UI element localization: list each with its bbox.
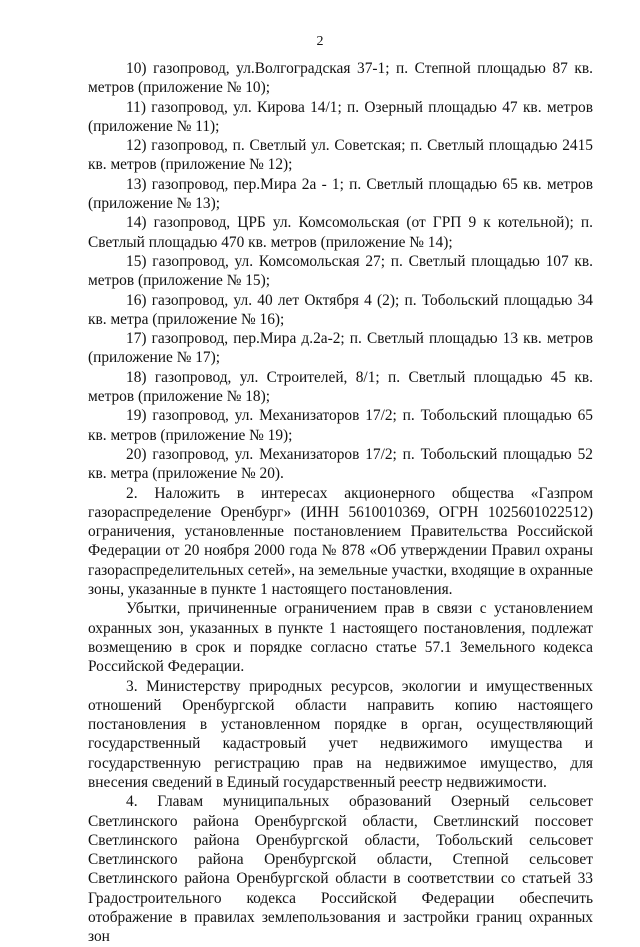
clause-3: 3. Министерству природных ресурсов, экологии и имущественных отношений Оренбургской области направить копию настоящего постановления в установленном порядке в орган, осуществляющий государственный кадастровый учет недвижимого имущества и государственную регистрацию прав на недвижимое имущество, для внесения сведений в Единый государственный реестр недвижимости. — [88, 677, 593, 791]
list-item-13: 13) газопровод, пер.Мира 2а - 1; п. Светлый площадью 65 кв. метров (приложение № 13); — [88, 175, 593, 213]
document-body — [88, 59, 593, 947]
clause-2: 2. Наложить в интересах акционерного общества «Газпром газораспределение Оренбург» (ИНН 5610010369, ОГРН 1025601022512) ограничения, установленные постановлением Правительства Российской Федерации от 20 ноября 2000 года № 878 «Об утверждении Правил охраны газораспределительных сетей», на земельные участки, входящие в охранные зоны, указанные в пункте 1 настоящего постановления. — [88, 484, 593, 599]
list-item-16: 16) газопровод, ул. 40 лет Октября 4 (2); п. Тобольский площадью 34 кв. метра (приложение № 16); — [88, 291, 593, 328]
list-item-12: 12) газопровод, п. Светлый ул. Советская; п. Светлый площадью 2415 кв. метров (приложение № 12); — [88, 137, 593, 174]
clause-2-damages: Убытки, причиненные ограничением прав в связи с установлением охранных зон, указанных в пункте 1 настоящего постановления, подлежат возмещению в срок и порядке согласно статье 57.1 Земельного кодекса Российской Федерации. — [88, 600, 593, 676]
list-item-18: 18) газопровод, ул. Строителей, 8/1; п. Светлый площадью 45 кв. метров (приложение № 18); — [88, 368, 593, 406]
list-item-14: 14) газопровод, ЦРБ ул. Комсомольская (от ГРП 9 к котельной); п. Светлый площадью 470 кв. метров (приложение № 14); — [88, 214, 593, 251]
list-item-19: 19) газопровод, ул. Механизаторов 17/2; п. Тобольский площадью 65 кв. метров (приложение № 19); — [88, 407, 593, 444]
list-item-20: 20) газопровод, ул. Механизаторов 17/2; п. Тобольский площадью 52 кв. метра (приложение № 20). — [88, 445, 593, 483]
list-item-10: 10) газопровод, ул.Волгоградская 37-1; п. Степной площадью 87 кв. метров (приложение № 10); — [88, 60, 593, 97]
list-item-11: 11) газопровод, ул. Кирова 14/1; п. Озерный площадью 47 кв. метров (приложение № 11); — [88, 98, 593, 135]
clause-4: 4. Главам муниципальных образований Озерный сельсовет Светлинского района Оренбургской области, Светлинский поссовет Светлинского района Оренбургской области, Тобольский сельсовет Светлинского района Оренбургской области, Степной сельсовет Светлинского района Оренбургской области в соответствии со статьей 33 Градостроительного кодекса Российской Федерации обеспечить отображение в правилах землепользования и застройки границ охранных зон — [88, 793, 593, 946]
list-item-15: 15) газопровод, ул. Комсомольская 27; п. Светлый площадью 107 кв. метров (приложение № 15); — [88, 252, 593, 290]
page-number: 2 — [316, 34, 324, 49]
list-item-17: 17) газопровод, пер.Мира д.2а-2; п. Светлый площадью 13 кв. метров (приложение № 17); — [88, 330, 593, 367]
